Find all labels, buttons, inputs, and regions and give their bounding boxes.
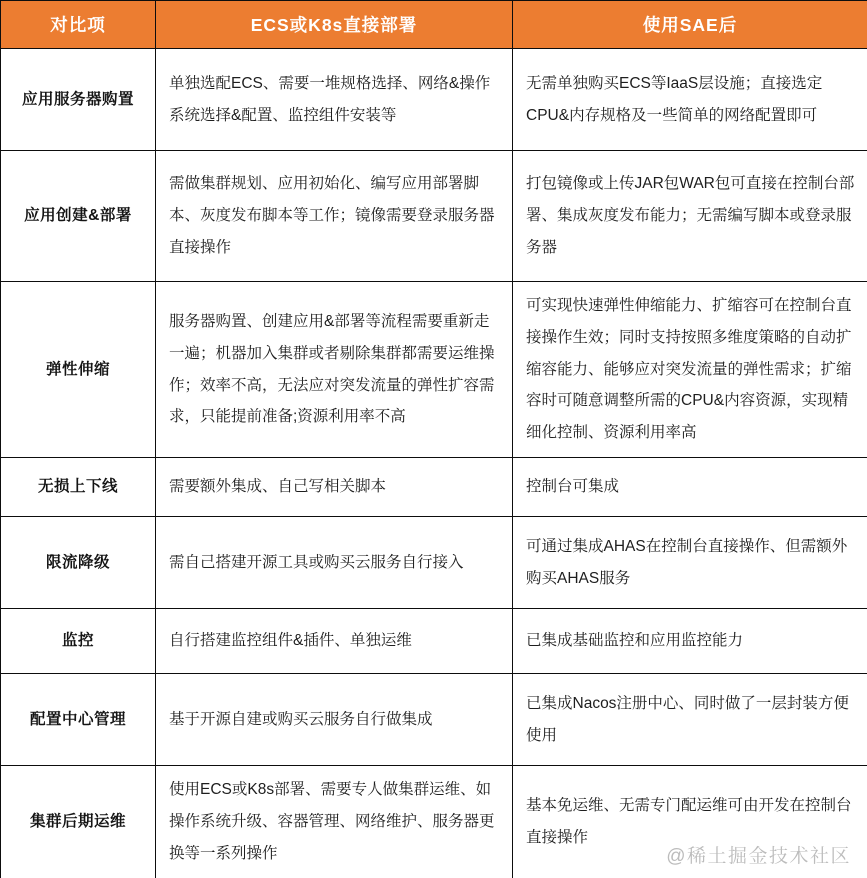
ecs-cell: 基于开源自建或购买云服务自行做集成	[156, 674, 513, 766]
table-row	[1, 609, 867, 674]
sae-cell: 基本免运维、无需专门配运维可由开发在控制台直接操作	[513, 766, 867, 878]
table-row	[1, 49, 867, 151]
row-label: 监控	[1, 609, 156, 674]
row-label: 限流降级	[1, 517, 156, 609]
header-row	[1, 1, 867, 49]
row-label: 配置中心管理	[1, 674, 156, 766]
row-label: 集群后期运维	[1, 766, 156, 878]
ecs-cell: 需自己搭建开源工具或购买云服务自行接入	[156, 517, 513, 609]
watermark: @稀土掘金技术社区	[666, 846, 851, 867]
ecs-cell: 服务器购置、创建应用&部署等流程需要重新走一遍；机器加入集群或者剔除集群都需要运维操作；效率不高，无法应对突发流量的弹性扩容需求，只能提前准备;资源利用率不高	[156, 282, 513, 458]
ecs-cell: 使用ECS或K8s部署、需要专人做集群运维、如操作系统升级、容器管理、网络维护、服务器更换等一系列操作	[156, 766, 513, 878]
row-label: 应用服务器购置	[1, 49, 156, 151]
ecs-cell: 单独选配ECS、需要一堆规格选择、网络&操作系统选择&配置、监控组件安装等	[156, 49, 513, 151]
ecs-cell: 需做集群规划、应用初始化、编写应用部署脚本、灰度发布脚本等工作；镜像需要登录服务器直接操作	[156, 151, 513, 282]
row-label: 应用创建&部署	[1, 151, 156, 282]
sae-cell: 打包镜像或上传JAR包WAR包可直接在控制台部署、集成灰度发布能力；无需编写脚本或登录服务器	[513, 151, 867, 282]
sae-cell: 控制台可集成	[513, 458, 867, 517]
header-ecs-k8s-deploy: ECS或K8s直接部署	[156, 1, 513, 49]
ecs-cell: 自行搭建监控组件&插件、单独运维	[156, 609, 513, 674]
table-row	[1, 766, 867, 878]
header-compare-item: 对比项	[1, 1, 156, 49]
sae-cell: 无需单独购买ECS等IaaS层设施；直接选定CPU&内存规格及一些简单的网络配置即可	[513, 49, 867, 151]
table-row	[1, 458, 867, 517]
header-with-sae: 使用SAE后	[513, 1, 867, 49]
sae-cell: 已集成基础监控和应用监控能力	[513, 609, 867, 674]
sae-cell: 可通过集成AHAS在控制台直接操作、但需额外购买AHAS服务	[513, 517, 867, 609]
row-label: 无损上下线	[1, 458, 156, 517]
table-row	[1, 282, 867, 458]
table-row	[1, 674, 867, 766]
ecs-cell: 需要额外集成、自己写相关脚本	[156, 458, 513, 517]
table-row	[1, 517, 867, 609]
table-row	[1, 151, 867, 282]
sae-cell: 可实现快速弹性伸缩能力、扩缩容可在控制台直接操作生效；同时支持按照多维度策略的自动扩缩容能力、能够应对突发流量的弹性需求；扩缩容时可随意调整所需的CPU&内容资源，实现精细化控制、资源利用率高	[513, 282, 867, 458]
sae-cell: 已集成Nacos注册中心、同时做了一层封装方便使用	[513, 674, 867, 766]
row-label: 弹性伸缩	[1, 282, 156, 458]
